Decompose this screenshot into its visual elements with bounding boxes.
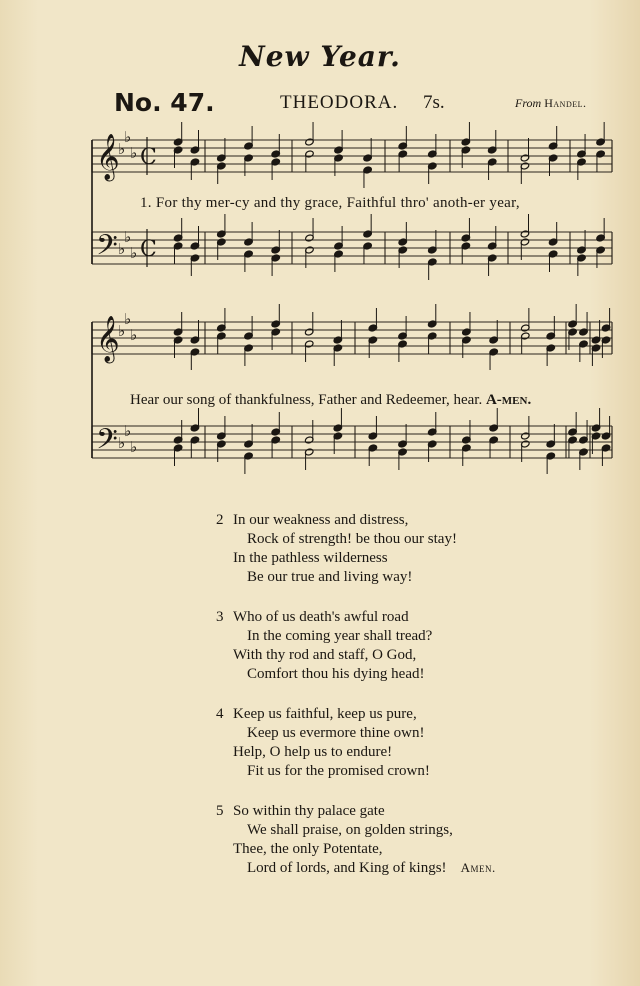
lyric-line-2	[130, 392, 531, 409]
verse-line: In the coming year shall tread?	[247, 628, 433, 644]
flat-icon: ♭	[118, 140, 126, 158]
flat-icon: ♭	[130, 326, 138, 344]
verse-line: Be our true and living way!	[247, 569, 413, 585]
verse-line: Keep us evermore thine own!	[247, 725, 425, 741]
attribution-from: From	[515, 96, 542, 110]
page-title: New Year.	[239, 40, 401, 73]
flat-icon: ♭	[124, 422, 132, 440]
bass-clef-icon: 𝄢	[96, 229, 118, 269]
flat-icon: ♭	[124, 310, 132, 328]
flat-icon: ♭	[130, 438, 138, 456]
lyric-line-1: 1. For thy mer-cy and thy grace, Faithful thro' anoth-er year,	[140, 195, 520, 211]
verse-number: 3	[216, 609, 224, 625]
flat-icon: ♭	[124, 228, 132, 246]
verse-line: With thy rod and staff, O God,	[233, 647, 417, 663]
amen-label: A-men.	[485, 392, 532, 408]
amen-final: Amen.	[460, 860, 496, 875]
verse-line: Keep us faithful, keep us pure,	[233, 706, 417, 722]
cut-time-icon: C	[140, 145, 157, 170]
verse-line: Who of us death's awful road	[233, 609, 409, 625]
verse-line: So within thy palace gate	[233, 803, 385, 819]
flat-icon: ♭	[130, 244, 138, 262]
meter: 7s.	[423, 92, 445, 113]
verse-number: 5	[216, 803, 224, 819]
bass-clef-icon: 𝄢	[96, 423, 118, 463]
treble-clef-icon: 𝄞	[96, 316, 120, 362]
verse-line: We shall praise, on golden strings,	[247, 822, 453, 838]
verse-line: In our weakness and distress,	[233, 512, 409, 528]
tune-name: THEODORA.	[280, 92, 399, 113]
verse-line: Help, O help us to endure!	[233, 744, 393, 760]
verse-line: In the pathless wilderness	[233, 550, 388, 566]
verse-number: 2	[216, 512, 224, 528]
verse-line: Thee, the only Potentate,	[233, 841, 383, 857]
verse-line: Rock of strength! be thou our stay!	[247, 531, 457, 547]
cut-time-icon: C	[140, 237, 157, 262]
lyric-line-2-text: Hear our song of thankfulness, Father and Redeemer, hear.	[130, 392, 483, 408]
flat-icon: ♭	[118, 434, 126, 452]
flat-icon: ♭	[118, 322, 126, 340]
verse-line-text: Lord of lords, and King of kings!	[247, 860, 447, 876]
verse-line	[247, 860, 496, 877]
verse-line: Comfort thou his dying head!	[247, 666, 425, 682]
composer-name: Handel.	[544, 96, 587, 110]
flat-icon: ♭	[130, 144, 138, 162]
flat-icon: ♭	[118, 240, 126, 258]
verse-number: 4	[216, 706, 224, 722]
treble-clef-icon: 𝄞	[96, 134, 120, 180]
flat-icon: ♭	[124, 128, 132, 146]
verse-line: Fit us for the promised crown!	[247, 763, 430, 779]
hymn-number: No. 47.	[114, 88, 215, 117]
